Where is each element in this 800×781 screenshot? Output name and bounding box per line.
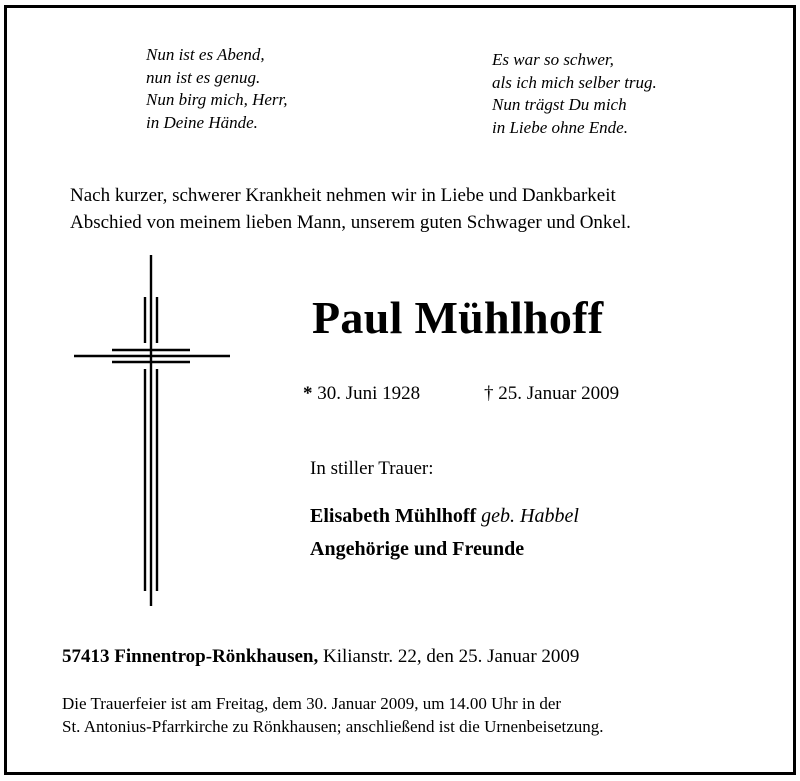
widow-nee: geb. Habbel xyxy=(481,505,579,527)
poem-right xyxy=(492,49,657,139)
cross-icon xyxy=(72,255,234,607)
poem-right-line: Es war so schwer, xyxy=(492,50,614,69)
widow-line xyxy=(310,505,579,528)
funeral-line: Die Trauerfeier ist am Freitag, dem 30. Januar 2009, um 14.00 Uhr in der xyxy=(62,694,562,713)
birth-star-icon: * xyxy=(303,383,313,404)
address-line xyxy=(62,646,579,668)
birth-date-text: 30. Juni 1928 xyxy=(317,383,421,404)
deceased-name: Paul Mühlhoff xyxy=(312,292,604,343)
poem-right-line: in Liebe ohne Ende. xyxy=(492,117,628,137)
poem-right-line: als ich mich selber trug. xyxy=(492,72,657,92)
poem-left-line: in Deine Hände. xyxy=(146,112,258,132)
poem-left xyxy=(146,44,288,134)
intro-line: Nach kurzer, schwerer Krankheit nehmen wir in Liebe und Dankbarkeit xyxy=(70,185,616,206)
poem-left-line: nun ist es genug. xyxy=(146,67,261,87)
death-cross-icon: † xyxy=(484,383,494,404)
funeral-line: St. Antonius-Pfarrkirche zu Rönkhausen; anschließend ist die Urnenbeisetzung. xyxy=(62,717,604,736)
other-mourners: Angehörige und Freunde xyxy=(310,538,525,560)
death-date-text: 25. Januar 2009 xyxy=(498,383,620,404)
poem-left-line: Nun birg mich, Herr, xyxy=(146,90,288,109)
birth-date xyxy=(303,383,420,405)
address-place: 57413 Finnentrop-Rönkhausen, xyxy=(62,646,319,667)
intro-text xyxy=(70,182,631,236)
poem-right-line: Nun trägst Du mich xyxy=(492,95,627,114)
widow-name: Elisabeth Mühlhoff xyxy=(310,505,477,527)
death-date xyxy=(484,383,619,405)
funeral-notice xyxy=(62,692,604,738)
address-rest: Kilianstr. 22, den 25. Januar 2009 xyxy=(322,646,580,667)
poem-left-line: Nun ist es Abend, xyxy=(146,45,265,64)
mourning-label: In stiller Trauer: xyxy=(310,458,434,479)
intro-line: Abschied von meinem lieben Mann, unserem guten Schwager und Onkel. xyxy=(70,212,631,233)
